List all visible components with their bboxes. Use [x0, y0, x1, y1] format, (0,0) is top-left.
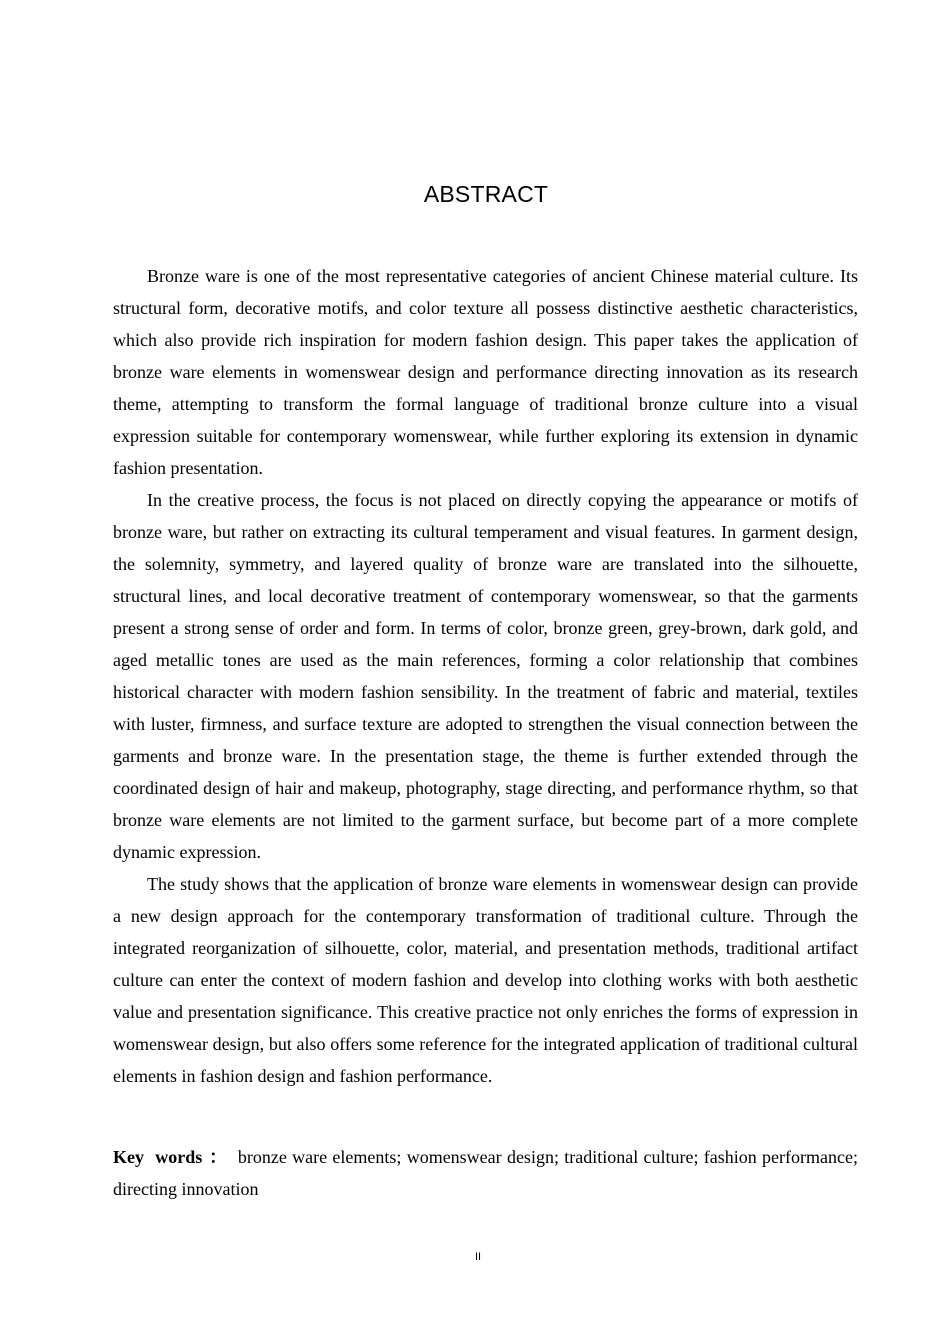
abstract-paragraph-3: The study shows that the application of bronze ware elements in womenswear design can provide a new design approach for the contemporary transformation of traditional culture. Through the integrated reorganization of silhouette, color, material, and presentation methods, traditional artifact culture can enter the context of modern fashion and develop into clothing works with both aesthetic value and presentation significance. This creative practice not only enriches the forms of expression in womenswear design, but also offers some reference for the integrated application of traditional cultural elements in fashion design and fashion performance.	[113, 874, 858, 1086]
abstract-title: ABSTRACT	[423, 181, 549, 207]
keywords-label: Key words	[113, 1147, 203, 1167]
abstract-paragraph-1: Bronze ware is one of the most representative categories of ancient Chinese material culture. Its structural form, decorative motifs, and color texture all possess distinctive aesthetic characteristics, which also provide rich inspiration for modern fashion design. This paper takes the application of bronze ware elements in womenswear design and performance directing innovation as its research theme, attempting to transform the formal language of traditional bronze culture into a visual expression suitable for contemporary womenswear, while further exploring its extension in dynamic fashion presentation.	[113, 266, 858, 478]
keywords-colon: ：	[208, 1147, 228, 1167]
abstract-paragraph-2: In the creative process, the focus is not placed on directly copying the appearance or motifs of bronze ware, but rather on extracting its cultural temperament and visual features. In garment design, the solemnity, symmetry, and layered quality of bronze ware are translated into the silhouette, structural lines, and local decorative treatment of contemporary womenswear, so that the garments present a strong sense of order and form. In terms of color, bronze green, grey-brown, dark gold, and aged metallic tones are used as the main references, forming a color relationship that combines historical character with modern fashion sensibility. In the treatment of fabric and material, textiles with luster, firmness, and surface texture are adopted to strengthen the visual connection between the garments and bronze ware. In the presentation stage, the theme is further extended through the coordinated design of hair and makeup, photography, stage directing, and performance rhythm, so that bronze ware elements are not limited to the garment surface, but become part of a more complete dynamic expression.	[113, 490, 858, 862]
abstract-body	[113, 260, 858, 1092]
page-number: II	[474, 1251, 482, 1263]
keywords-line	[113, 1141, 858, 1205]
keywords-text: bronze ware elements; womenswear design; traditional culture; fashion performance; directing innovation	[113, 1147, 858, 1199]
